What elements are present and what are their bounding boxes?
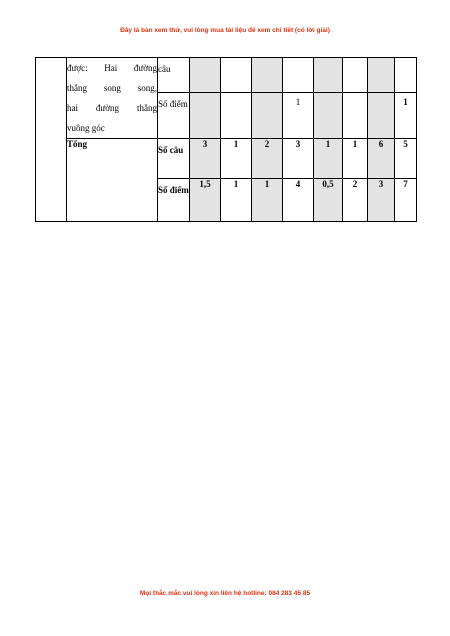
table-row — [36, 58, 417, 93]
cell — [252, 93, 283, 139]
cell — [221, 58, 252, 93]
total-cell: 3 — [283, 139, 314, 179]
topic-line: được: Hai đường — [67, 63, 157, 73]
cell — [368, 93, 395, 139]
total-cell: 4 — [283, 179, 314, 222]
cell — [190, 58, 221, 93]
cell — [368, 58, 395, 93]
total-cell: 1 — [221, 139, 252, 179]
cell — [221, 93, 252, 139]
total-cell: 1 — [221, 179, 252, 222]
total-so-cau-label: Số câu — [158, 139, 190, 179]
topic-line: thẳng song song, — [67, 83, 157, 93]
topic-line: vuông góc — [67, 123, 105, 133]
cell: 1 — [283, 93, 314, 139]
matrix-table — [35, 57, 417, 222]
row-label-so-diem: Số điểm — [158, 93, 190, 139]
total-cell: 0,5 — [314, 179, 343, 222]
total-cell: 1 — [343, 139, 368, 179]
cell — [283, 58, 314, 93]
empty-cell — [36, 58, 67, 222]
topic-cell — [67, 58, 158, 139]
total-cell: 2 — [343, 179, 368, 222]
cell — [314, 93, 343, 139]
cell — [343, 58, 368, 93]
total-cell: 6 — [368, 139, 395, 179]
hotline-notice: Mọi thắc mắc vui lòng xin liên hệ hotline: 084 283 45 85 — [139, 590, 311, 597]
cell — [343, 93, 368, 139]
total-cell: 3 — [190, 139, 221, 179]
total-cell: 7 — [395, 179, 417, 222]
total-cell: 3 — [368, 179, 395, 222]
table-row — [36, 139, 417, 179]
total-so-diem-label: Số điểm — [158, 179, 190, 222]
total-cell: 1 — [314, 139, 343, 179]
total-label: Tổng — [67, 139, 158, 222]
cell: 1 — [395, 93, 417, 139]
row-label-cau: câu — [158, 58, 190, 93]
cell — [314, 58, 343, 93]
total-cell: 1,5 — [190, 179, 221, 222]
total-cell: 1 — [252, 179, 283, 222]
cell — [395, 58, 417, 93]
cell — [190, 93, 221, 139]
preview-notice: Đây là bản xem thử, vui lòng mua tài liệu để xem chi tiết (có lời giải) — [120, 27, 330, 34]
cell — [252, 58, 283, 93]
total-cell: 5 — [395, 139, 417, 179]
total-cell: 2 — [252, 139, 283, 179]
topic-line: hai đường thẳng — [67, 103, 157, 113]
